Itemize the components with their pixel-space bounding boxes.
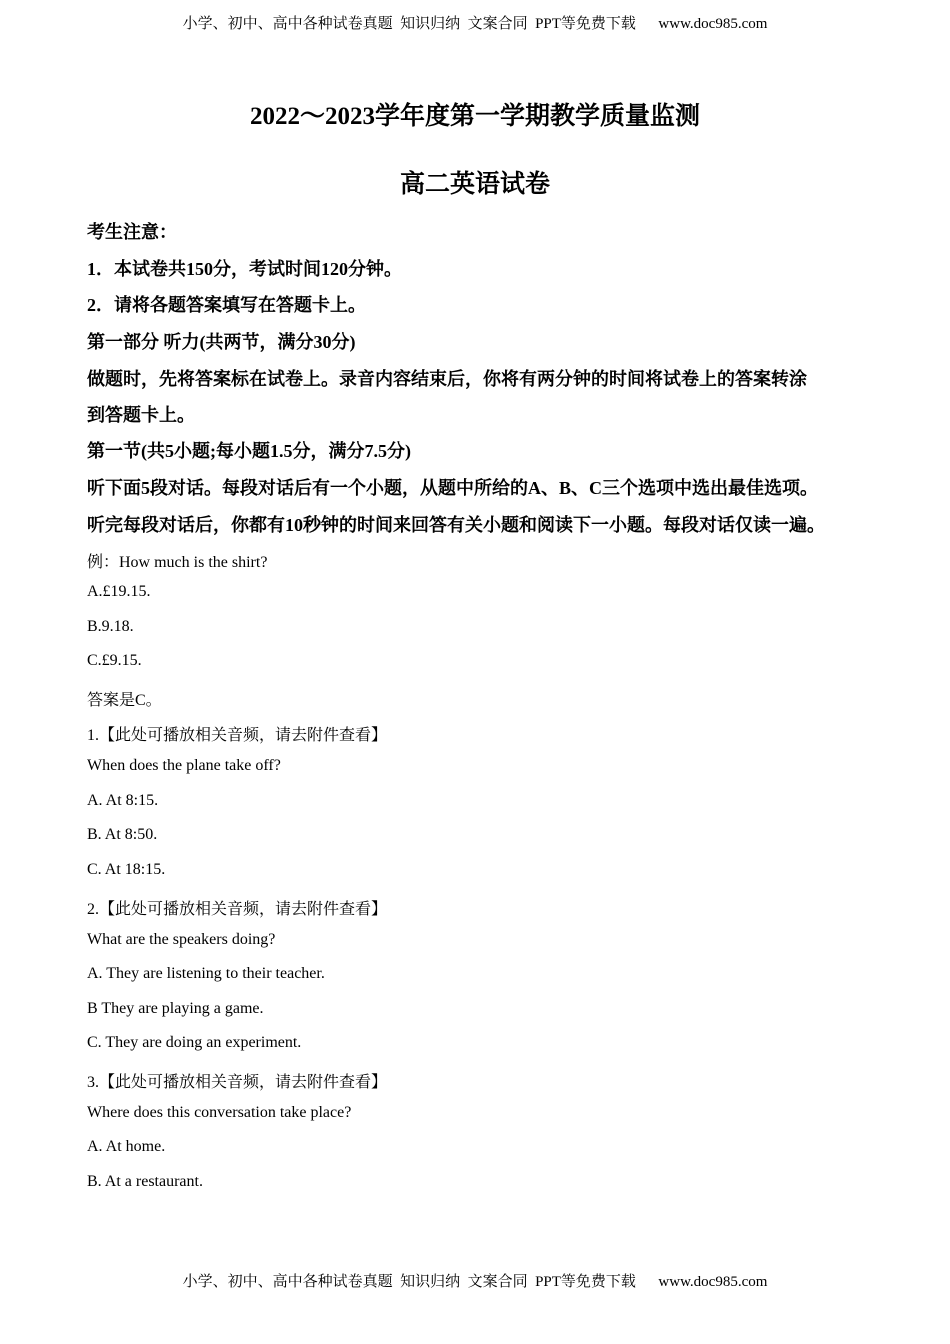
example-option-b: B.9.18. <box>87 618 134 635</box>
section1-instruction-line2: 听完每段对话后，你都有10秒钟的时间来回答有关小题和阅读下一小题。每段对话仅读一遍。 <box>87 515 825 535</box>
example-option-a: A.£19.15. <box>87 583 151 600</box>
question-2-stem: What are the speakers doing? <box>87 931 276 948</box>
example-question: 例：How much is the shirt? <box>87 554 268 571</box>
question-2-option-a: A. They are listening to their teacher. <box>87 965 325 982</box>
question-2-audio: 2.【此处可播放相关音频，请去附件查看】 <box>87 901 388 918</box>
question-2-option-c: C. They are doing an experiment. <box>87 1034 302 1051</box>
section1-heading: 第一节(共5小题;每小题1.5分，满分7.5分) <box>87 441 411 461</box>
notice-item-1: 1．本试卷共150分，考试时间120分钟。 <box>87 259 402 279</box>
question-3-stem: Where does this conversation take place? <box>87 1104 352 1121</box>
notice-item-2: 2．请将各题答案填写在答题卡上。 <box>87 295 366 315</box>
exam-title: 2022～2023学年度第一学期教学质量监测 <box>249 103 700 130</box>
question-1-audio: 1.【此处可播放相关音频，请去附件查看】 <box>87 727 388 744</box>
question-3-option-b: B. At a restaurant. <box>87 1173 203 1190</box>
question-1-option-b: B. At 8:50. <box>87 826 158 843</box>
part1-instruction-line2: 到答题卡上。 <box>87 405 195 425</box>
notice-heading: 考生注意： <box>87 222 177 242</box>
example-answer: 答案是C。 <box>87 692 162 709</box>
question-1-stem: When does the plane take off? <box>87 757 281 774</box>
part1-heading: 第一部分 听力(共两节，满分30分) <box>87 332 356 352</box>
question-2-option-b: B They are playing a game. <box>87 1000 264 1017</box>
question-1-option-a: A. At 8:15. <box>87 792 159 809</box>
example-option-c: C.£9.15. <box>87 652 142 669</box>
exam-subtitle: 高二英语试卷 <box>399 171 550 198</box>
question-3-audio: 3.【此处可播放相关音频，请去附件查看】 <box>87 1074 388 1091</box>
section1-instruction-line1: 听下面5段对话。每段对话后有一个小题，从题中所给的A、B、C三个选项中选出最佳选项。 <box>87 478 818 498</box>
question-3-option-a: A. At home. <box>87 1138 166 1155</box>
question-1-option-c: C. At 18:15. <box>87 861 166 878</box>
part1-instruction-line1: 做题时，先将答案标在试卷上。录音内容结束后，你将有两分钟的时间将试卷上的答案转涂 <box>87 369 807 389</box>
page-footer: 小学、初中、高中各种试卷真题 知识归纳 文案合同 PPT等免费下载 www.doc985.com <box>182 1274 768 1290</box>
page-header: 小学、初中、高中各种试卷真题 知识归纳 文案合同 PPT等免费下载 www.doc985.com <box>182 16 768 32</box>
